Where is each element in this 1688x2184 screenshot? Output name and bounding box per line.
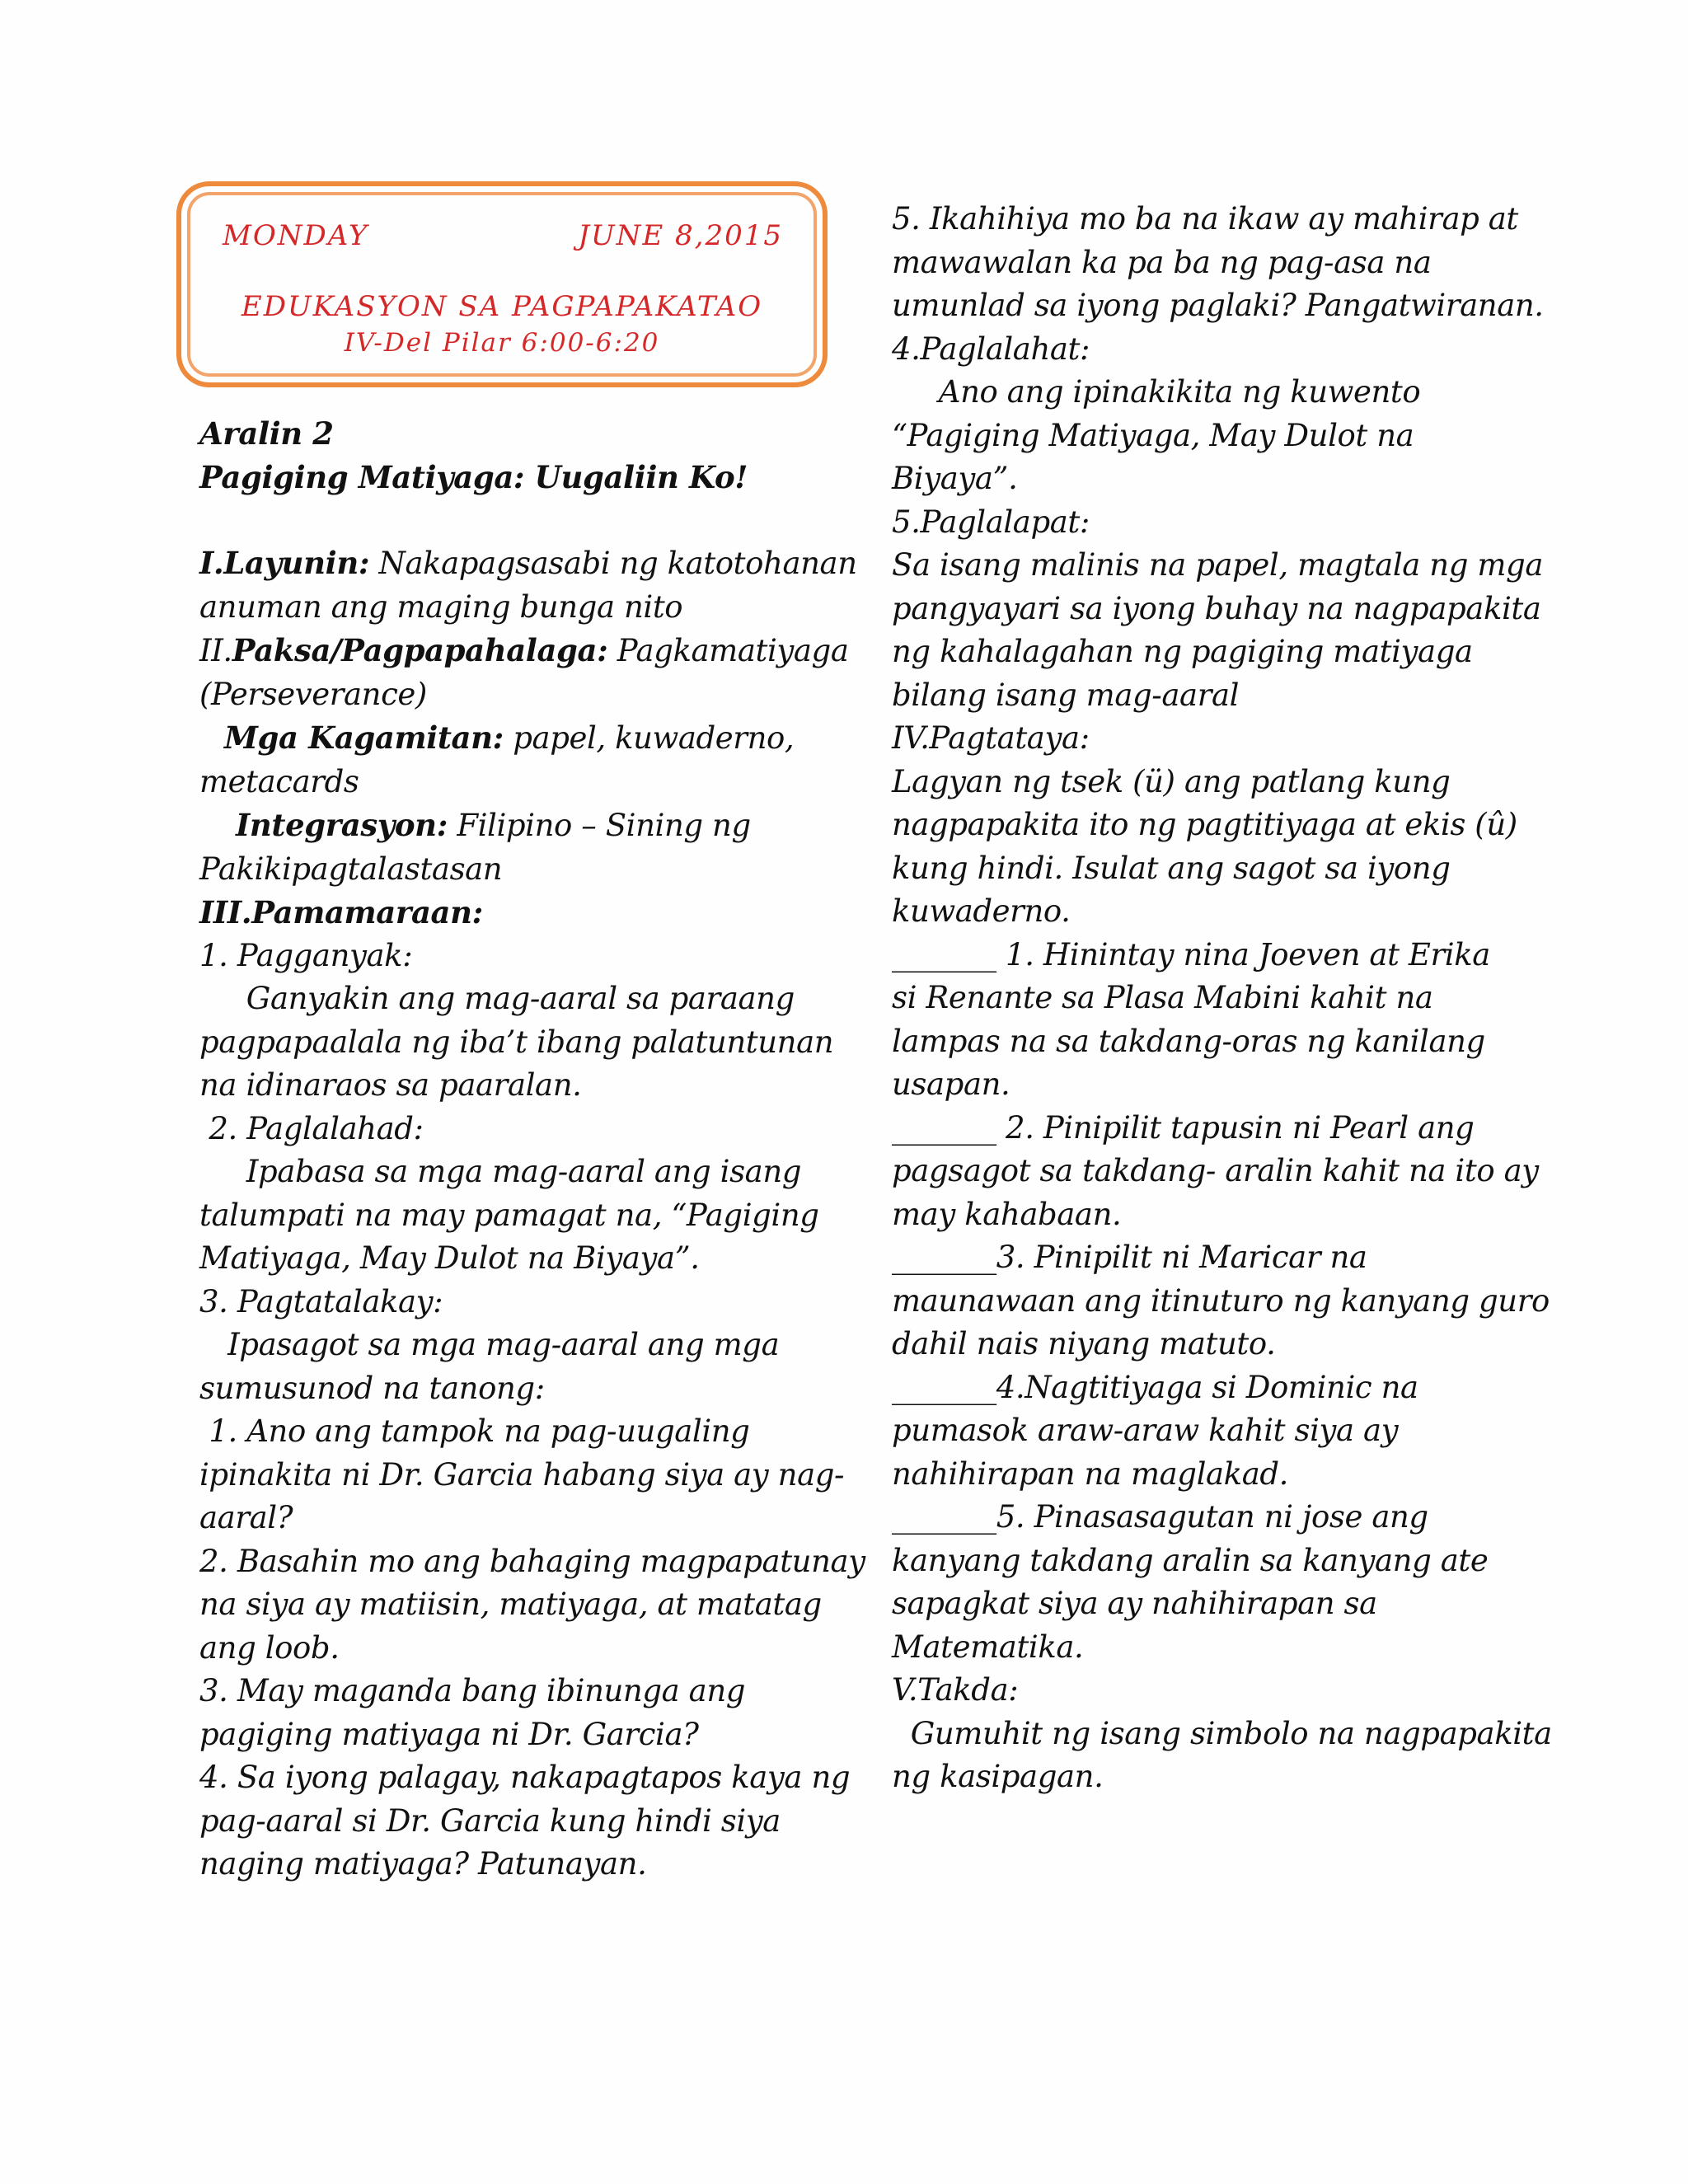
text-line: _______ 1. Hinintay nina Joeven at Erika	[892, 936, 1490, 972]
text-line: Matematika.	[892, 1629, 1084, 1665]
text-line: _______5. Pinasasagutan ni jose ang	[892, 1499, 1428, 1535]
text-line: Gumuhit ng isang simbolo na nagpapakita	[892, 1715, 1552, 1751]
lesson-title: Pagiging Matiyaga: Uugaliin Ko!	[199, 458, 748, 495]
text-line: kanyang takdang aralin sa kanyang ate	[892, 1542, 1489, 1578]
text-line: Lagyan ng tsek (ü) ang patlang kung	[892, 763, 1451, 799]
text-line: nahihirapan na maglakad.	[892, 1455, 1288, 1492]
text-line: umunlad sa iyong paglaki? Pangatwiranan.	[892, 288, 1544, 323]
kagamitan-text: papel, kuwaderno,	[503, 720, 795, 756]
text-line: usapan.	[892, 1066, 1010, 1102]
text-line: lampas na sa takdang-oras ng kanilang	[892, 1023, 1485, 1059]
header-day: MONDAY	[223, 219, 369, 252]
kagamitan-line	[199, 716, 826, 761]
text-line: 1. Pagganyak:	[199, 937, 413, 973]
text-line: aaral?	[199, 1500, 293, 1535]
layunin-line	[199, 541, 857, 586]
text-line: may kahabaan.	[892, 1196, 1122, 1232]
text-line: pumasok araw-araw kahit siya ay	[892, 1413, 1399, 1448]
text-line: nagpapakita ito ng pagtitiyaga at ekis (û)	[892, 807, 1517, 842]
right-column-body	[892, 198, 1552, 1799]
text-line: Biyaya”.	[892, 461, 1018, 496]
text-line: Ipasagot sa mga mag-aaral ang mga	[199, 1327, 780, 1362]
header-class-time: IV-Del Pilar 6:00-6:20	[344, 328, 660, 358]
paksa-line	[199, 629, 849, 673]
paksa-label: Paksa/Pagpapahalaga:	[232, 632, 608, 668]
text-line: _______3. Pinipilit ni Maricar na	[892, 1240, 1367, 1275]
left-column	[199, 412, 865, 1886]
text-line: Ano ang ipinakikita ng kuwento	[892, 374, 1421, 410]
text-line: dahil nais niyang matuto.	[892, 1326, 1276, 1361]
layunin-text-2: anuman ang maging bunga nito	[199, 588, 683, 625]
text-line: pagiging matiyaga ni Dr. Garcia?	[199, 1716, 699, 1752]
text-line: V.Takda:	[892, 1672, 1019, 1708]
text-line: _______4.Nagtitiyaga si Dominic na	[892, 1369, 1418, 1405]
text-line: 2. Basahin mo ang bahaging magpapatunay	[199, 1543, 865, 1579]
header-subject: EDUKASYON SA PAGPAPAKATAO	[241, 290, 763, 323]
text-line: pag-aaral si Dr. Garcia kung hindi siya	[199, 1802, 781, 1839]
text-line: _______ 2. Pinipilit tapusin ni Pearl ang	[892, 1109, 1475, 1146]
text-line: 2. Paglalahad:	[199, 1110, 424, 1146]
text-line: IV.Pagtataya:	[892, 720, 1090, 756]
text-line: bilang isang mag-aaral	[892, 677, 1240, 713]
text-line: 5. Ikahihiya mo ba na ikaw ay mahirap at	[892, 201, 1518, 237]
text-line: 3. May maganda bang ibinunga ang	[199, 1673, 746, 1708]
integrasyon-text: Filipino – Sining ng	[447, 808, 751, 843]
integrasyon-line	[199, 804, 826, 848]
text-line: sumusunod na tanong:	[199, 1370, 545, 1406]
text-line: pagsagot sa takdang- aralin kahit na ito ay	[892, 1153, 1539, 1188]
text-line: Matiyaga, May Dulot na Biyaya”.	[199, 1240, 700, 1276]
paksa-text: Pagkamatiyaga	[607, 633, 849, 668]
text-line: ng kasipagan.	[892, 1759, 1104, 1794]
text-line: si Renante sa Plasa Mabini kahit na	[892, 980, 1433, 1015]
text-line: na idinaraos sa paaralan.	[199, 1067, 582, 1103]
layunin-text: Nakapagsasabi ng katotohanan	[369, 546, 857, 581]
integrasyon-text-2: Pakikipagtalastasan	[199, 851, 503, 887]
text-line: mawawalan ka pa ba ng pag-asa na	[892, 244, 1432, 280]
kagamitan-text-2: metacards	[199, 763, 359, 799]
text-line: pangyayari sa iyong buhay na nagpapakita	[892, 590, 1541, 626]
text-line: 5.Paglalapat:	[892, 504, 1090, 540]
text-line: ang loob.	[199, 1629, 340, 1666]
text-line: na siya ay matiisin, matiyaga, at matatag	[199, 1586, 822, 1622]
text-line: kung hindi. Isulat ang sagot sa iyong	[892, 850, 1451, 886]
text-line: sapagkat siya ay nahihirapan sa	[892, 1586, 1377, 1621]
pamamaraan-body	[199, 935, 865, 1886]
text-line: 1. Ano ang tampok na pag-uugaling	[199, 1413, 750, 1449]
right-column	[892, 198, 1552, 1799]
text-line: kuwaderno.	[892, 893, 1071, 929]
text-line: “Pagiging Matiyaga, May Dulot na	[892, 417, 1414, 453]
text-line: talumpati na may pamagat na, “Pagiging	[199, 1197, 819, 1233]
text-line: 4.Paglalahat:	[892, 330, 1090, 367]
lesson-header-box	[176, 181, 828, 387]
spacer	[199, 499, 826, 541]
text-line: naging matiyaga? Patunayan.	[199, 1846, 647, 1882]
text-line: 4. Sa iyong palagay, nakapagtapos kaya ng	[199, 1760, 851, 1795]
text-line: pagpapaalala ng iba’t ibang palatuntunan	[199, 1024, 834, 1060]
paksa-text-2: (Perseverance)	[199, 676, 427, 712]
text-line: Ipabasa sa mga mag-aaral ang isang	[199, 1154, 802, 1189]
pamamaraan-label: III.Pamamaraan:	[199, 894, 483, 930]
paksa-prefix: II.	[199, 633, 232, 668]
text-line: 3. Pagtatalakay:	[199, 1283, 443, 1319]
kagamitan-label: Mga Kagamitan:	[224, 719, 504, 756]
text-line: ng kahalagahan ng pagiging matiyaga	[892, 634, 1473, 669]
integrasyon-label: Integrasyon:	[236, 807, 448, 843]
text-line: Ganyakin ang mag-aaral sa paraang	[199, 981, 795, 1016]
lesson-number: Aralin 2	[199, 415, 334, 452]
layunin-label: I.Layunin:	[199, 545, 370, 581]
header-date: JUNE 8,2015	[578, 219, 783, 252]
text-line: Sa isang malinis na papel, magtala ng mga	[892, 547, 1543, 583]
text-line: maunawaan ang itinuturo ng kanyang guro	[892, 1282, 1550, 1319]
text-line: ipinakita ni Dr. Garcia habang siya ay nag-	[199, 1456, 845, 1493]
